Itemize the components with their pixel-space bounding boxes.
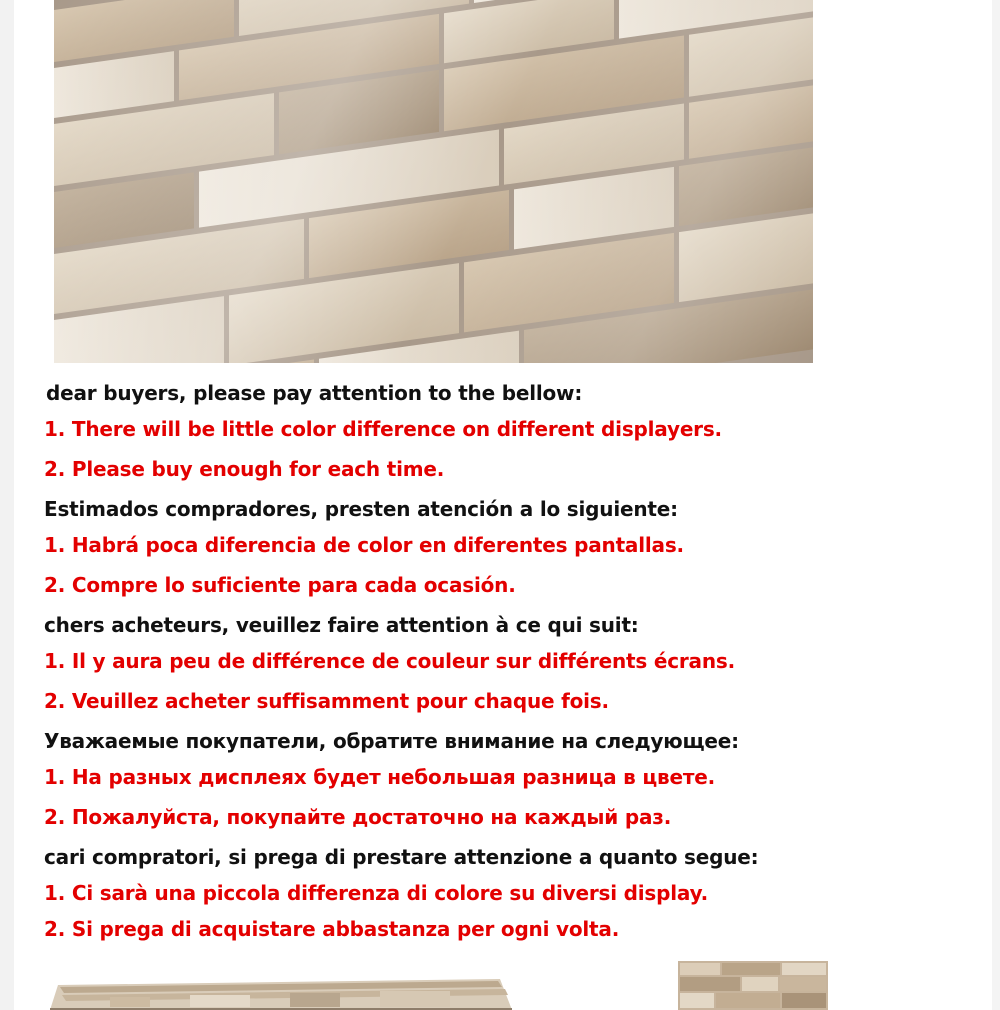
notice-point-quantity-it: 2. Si prega di acquistare abbastanza per ogni volta.: [44, 917, 620, 941]
notice-heading-ru: Уважаемые покупатели, обратите внимание на следующее:: [44, 729, 739, 753]
notice-heading-fr: chers acheteurs, veuillez faire attention à ce qui suit:: [44, 613, 639, 637]
notice-point-color-it: 1. Ci sarà una piccola differenza di colore su diversi display.: [44, 881, 708, 905]
notice-heading-en: dear buyers, please pay attention to the bellow:: [46, 381, 583, 405]
notice-point-color-fr: 1. Il y aura peu de différence de couleur sur différents écrans.: [44, 649, 735, 673]
notice-heading-es: Estimados compradores, presten atención a lo siguiente:: [44, 497, 678, 521]
notice-point-quantity-ru: 2. Пожалуйста, покупайте достаточно на каждый раз.: [44, 805, 672, 829]
stone-sample-photo: [678, 961, 828, 1010]
notice-point-color-ru: 1. На разных дисплеях будет небольшая разница в цвете.: [44, 765, 715, 789]
notice-point-quantity-en: 2. Please buy enough for each time.: [44, 457, 445, 481]
buyer-notice: [44, 378, 944, 950]
notice-point-quantity-fr: 2. Veuillez acheter suffisamment pour chaque fois.: [44, 689, 609, 713]
notice-point-color-es: 1. Habrá poca diferencia de color en diferentes pantallas.: [44, 533, 684, 557]
left-margin: [0, 0, 14, 1010]
notice-point-quantity-es: 2. Compre lo suficiente para cada ocasión.: [44, 573, 516, 597]
stone-wall-photo: [54, 0, 813, 363]
notice-heading-it: cari compratori, si prega di prestare attenzione a quanto segue:: [44, 845, 759, 869]
wallpaper-panels-photo: [50, 965, 520, 1010]
notice-point-color-en: 1. There will be little color difference on different displayers.: [44, 417, 722, 441]
right-margin: [992, 0, 1000, 1010]
